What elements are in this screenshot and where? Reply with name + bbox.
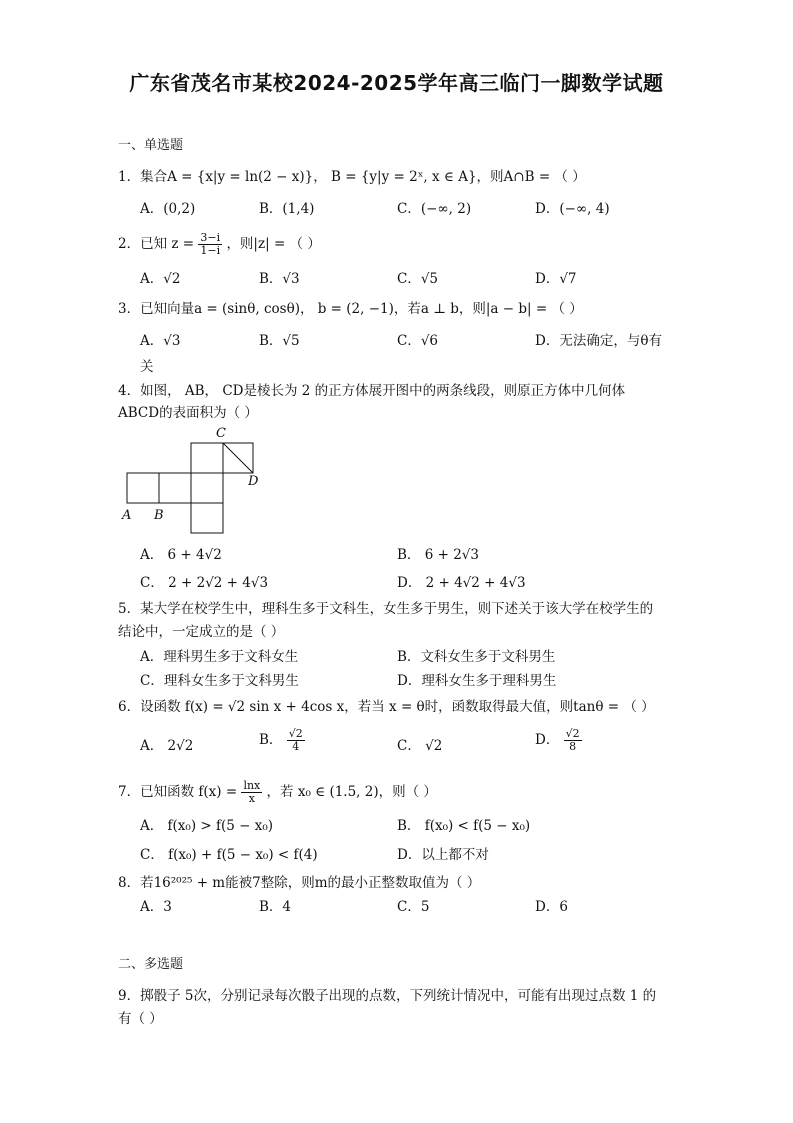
question-3-option-d-continued: 关 xyxy=(140,359,154,375)
question-7-option-a[interactable]: A． f(x₀) > f(5 − x₀) xyxy=(140,818,274,834)
question-8-option-c[interactable]: C．5 xyxy=(397,899,430,915)
question-3-stem: 3．已知向量a = (sinθ, cosθ)， b = (2, −1)，若a ⊥ b，则|a − b| = （ ） xyxy=(118,301,583,317)
question-6-option-c[interactable]: C． √2 xyxy=(397,738,443,754)
question-5-option-c[interactable]: C．理科女生多于文科男生 xyxy=(140,673,299,689)
question-2-fraction-numerator: 3−i xyxy=(200,231,221,244)
question-2-option-a[interactable]: A．√2 xyxy=(140,271,181,287)
label-point-a: A xyxy=(122,508,132,523)
question-8-option-a[interactable]: A．3 xyxy=(140,899,172,915)
cube-net-figure xyxy=(122,428,262,542)
question-6-option-d-label: D． xyxy=(535,732,560,748)
question-6-option-d-fraction xyxy=(564,728,582,753)
question-7-stem-prefix: 7．已知函数 f(x) = xyxy=(118,784,238,800)
question-6-option-d[interactable] xyxy=(535,728,582,753)
page-title: 广东省茂名市某校2024-2025学年高三临门一脚数学试题 xyxy=(129,71,664,95)
question-6-option-d-numerator: √2 xyxy=(565,727,580,740)
question-4-option-b[interactable]: B． 6 + 2√3 xyxy=(397,547,479,563)
section-heading-multiple-choice: 二、多选题 xyxy=(118,957,184,972)
question-3-option-b[interactable]: B．√5 xyxy=(259,333,300,349)
question-5-option-b[interactable]: B．文科女生多于文科男生 xyxy=(397,649,556,665)
question-2-stem-suffix: ，则|z| = （ ） xyxy=(226,236,321,252)
question-2-stem-prefix: 2．已知 z = xyxy=(118,236,195,252)
question-1-option-d[interactable]: D．(−∞, 4) xyxy=(535,201,610,217)
question-1-stem: 1．集合A = {x|y = ln(2 − x)}， B = {y|y = 2ˣ, x ∈ A}，则A∩B = （ ） xyxy=(118,169,586,185)
question-6-option-b-label: B． xyxy=(259,732,283,748)
question-5-stem-line-2: 结论中，一定成立的是（ ） xyxy=(118,624,285,640)
question-3-option-d[interactable]: D．无法确定，与θ有 xyxy=(535,333,662,349)
question-6-option-b-fraction xyxy=(287,728,305,753)
question-2-option-d[interactable]: D．√7 xyxy=(535,271,577,287)
question-2-option-c[interactable]: C．√5 xyxy=(397,271,439,287)
question-6-stem: 6．设函数 f(x) = √2 sin x + 4cos x，若当 x = θ时，函数取得最大值，则tanθ = （ ） xyxy=(118,699,655,715)
question-6-option-b-denominator: 4 xyxy=(292,740,300,753)
net-square-bottom xyxy=(191,503,223,533)
question-8-stem: 8．若16²⁰²⁵ + m能被7整除，则m的最小正整数取值为（ ） xyxy=(118,875,481,891)
question-1-option-c[interactable]: C．(−∞, 2) xyxy=(397,201,472,217)
cube-net-svg xyxy=(122,428,262,538)
question-4-stem-line-2: ABCD的表面积为（ ） xyxy=(118,405,258,421)
question-7-fraction xyxy=(241,780,262,805)
question-7-option-c[interactable]: C． f(x₀) + f(5 − x₀) < f(4) xyxy=(140,847,318,863)
net-square-top xyxy=(191,443,223,473)
question-8-option-d[interactable]: D．6 xyxy=(535,899,568,915)
label-point-b: B xyxy=(154,508,164,523)
question-9-stem-line-2: 有（ ） xyxy=(118,1011,163,1027)
question-7-fraction-denominator: x xyxy=(248,792,255,805)
net-square-b xyxy=(159,473,191,503)
question-7-stem-suffix: ，若 x₀ ∈ (1.5, 2)，则（ ） xyxy=(266,784,437,800)
net-square-mid-left xyxy=(191,473,223,503)
question-4-option-c[interactable]: C． 2 + 2√2 + 4√3 xyxy=(140,575,269,591)
question-2-fraction-denominator: 1−i xyxy=(200,244,221,257)
net-square-a xyxy=(127,473,159,503)
label-point-c: C xyxy=(216,426,226,441)
question-1-option-b[interactable]: B．(1,4) xyxy=(259,201,315,217)
question-6-option-a[interactable]: A． 2√2 xyxy=(140,738,194,754)
question-7-fraction-numerator: lnx xyxy=(243,779,261,792)
question-8-option-b[interactable]: B．4 xyxy=(259,899,292,915)
question-3-option-c[interactable]: C．√6 xyxy=(397,333,439,349)
question-5-option-a[interactable]: A．理科男生多于文科女生 xyxy=(140,649,299,665)
section-heading-single-choice: 一、单选题 xyxy=(118,138,184,153)
question-4-option-d[interactable]: D． 2 + 4√2 + 4√3 xyxy=(397,575,526,591)
question-2-stem xyxy=(118,232,678,257)
question-2-fraction xyxy=(198,232,222,257)
question-7-option-b[interactable]: B． f(x₀) < f(5 − x₀) xyxy=(397,818,531,834)
question-3-option-a[interactable]: A．√3 xyxy=(140,333,181,349)
question-6-option-b-numerator: √2 xyxy=(288,727,303,740)
segment-cd xyxy=(223,443,253,473)
label-point-d: D xyxy=(248,474,259,489)
question-2-option-b[interactable]: B．√3 xyxy=(259,271,300,287)
question-7-stem xyxy=(118,780,678,805)
question-5-stem-line-1: 5．某大学在校学生中，理科生多于文科生，女生多于男生，则下述关于该大学在校学生的 xyxy=(118,601,654,617)
question-7-option-d[interactable]: D．以上都不对 xyxy=(397,847,489,863)
question-4-stem-line-1: 4．如图， AB， CD是棱长为 2 的正方体展开图中的两条线段，则原正方体中几何体 xyxy=(118,383,626,399)
question-4-option-a[interactable]: A． 6 + 4√2 xyxy=(140,547,222,563)
question-9-stem-line-1: 9．掷骰子 5次，分别记录每次骰子出现的点数，下列统计情况中，可能有出现过点数 1 的 xyxy=(118,988,657,1004)
question-6-option-d-denominator: 8 xyxy=(569,740,577,753)
question-6-option-b[interactable] xyxy=(259,728,305,753)
question-5-option-d[interactable]: D．理科女生多于理科男生 xyxy=(397,673,557,689)
question-1-option-a[interactable]: A．(0,2) xyxy=(140,201,196,217)
